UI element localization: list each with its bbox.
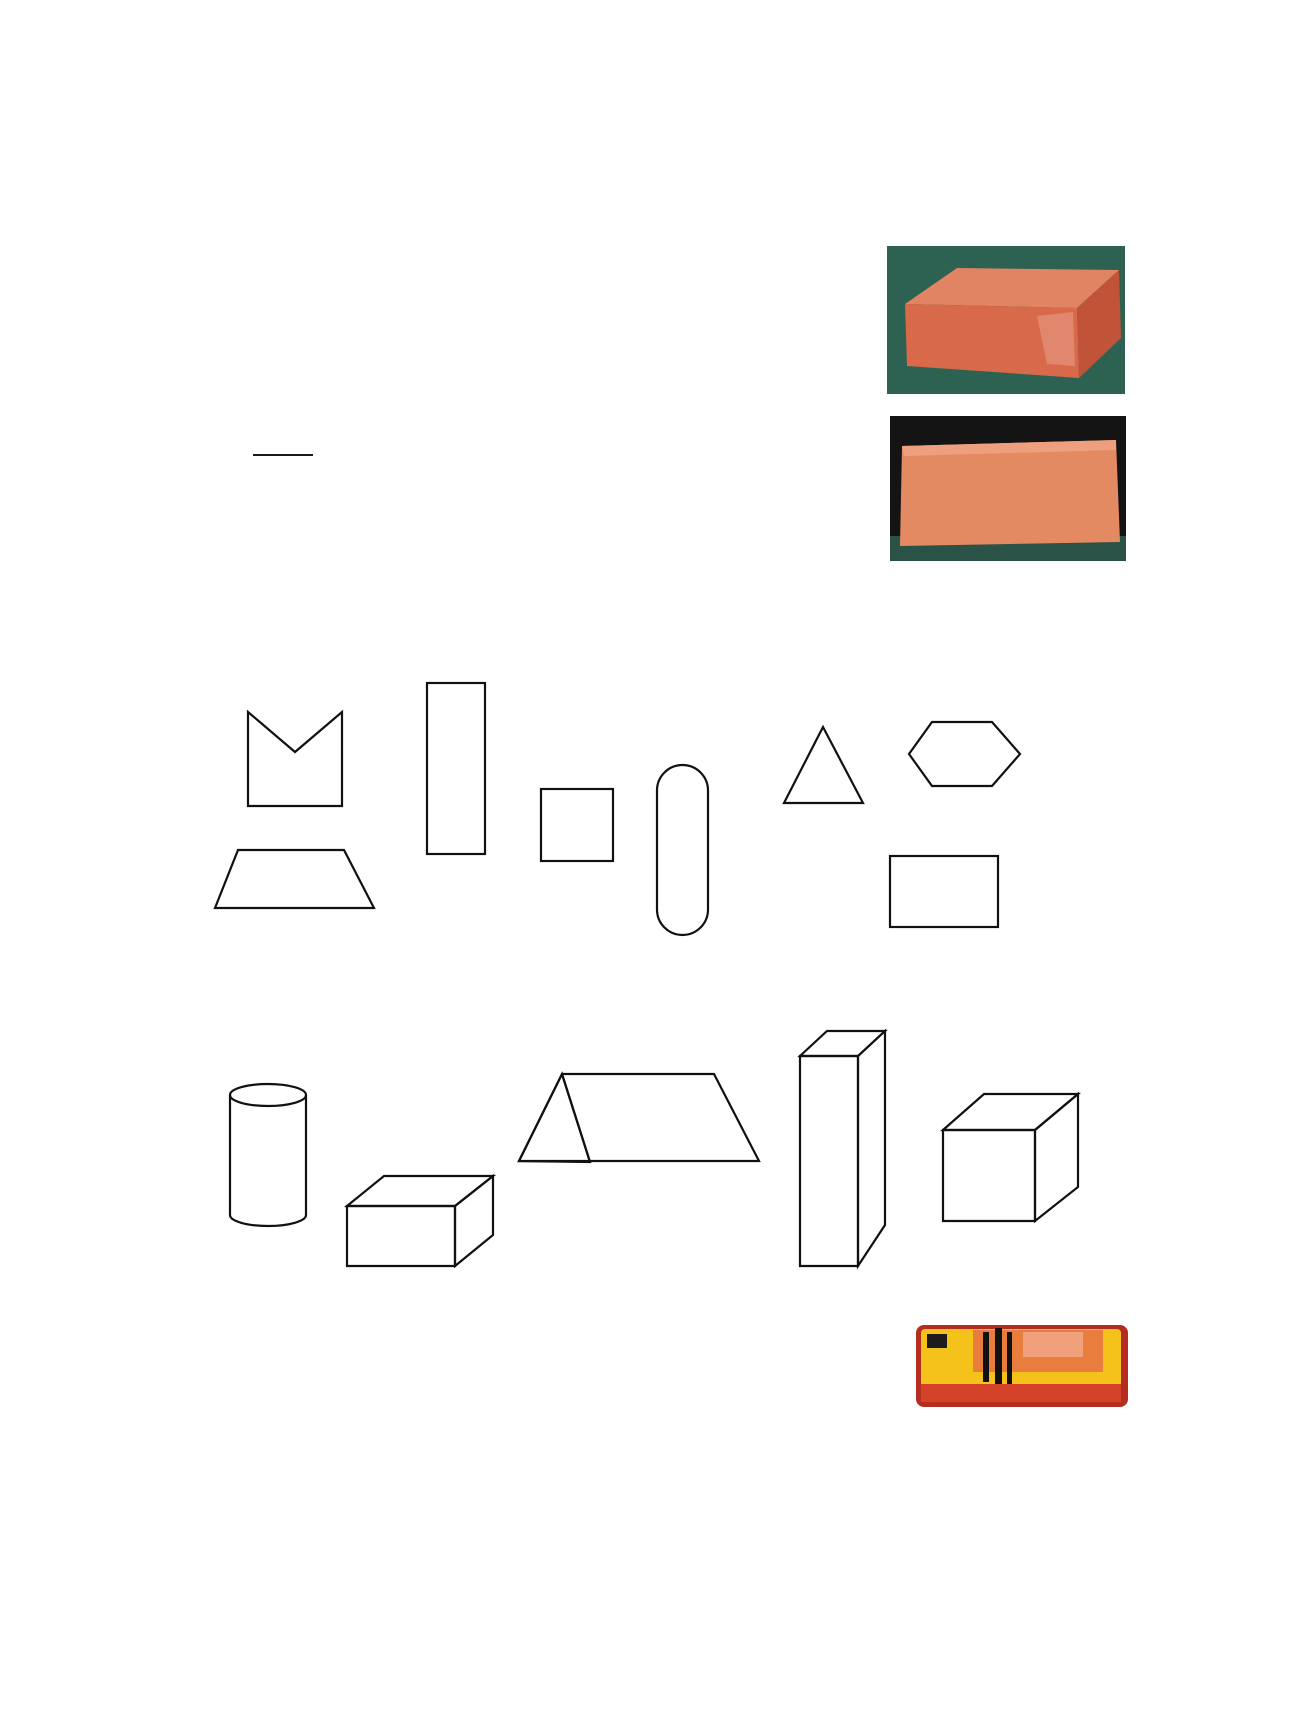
geometry-box-photo [913, 1322, 1131, 1412]
sunburst-icon [606, 1478, 708, 1564]
trapezoid-shape [215, 850, 374, 908]
hexagon-shape [909, 722, 1020, 786]
tall-box-drawing [800, 1031, 885, 1266]
stadium-shape [657, 765, 708, 935]
notched-shape [248, 712, 342, 806]
square-shape [541, 789, 613, 861]
triangle-shape [784, 727, 863, 803]
brick-box-drawing [347, 1176, 493, 1266]
cylinder-drawing [230, 1084, 306, 1226]
page-number-badge [606, 1478, 708, 1564]
cube-drawing [943, 1094, 1078, 1221]
tall-rectangle-shape [427, 683, 485, 854]
wide-rectangle-shape [890, 856, 998, 927]
prism-drawing [519, 1074, 759, 1162]
